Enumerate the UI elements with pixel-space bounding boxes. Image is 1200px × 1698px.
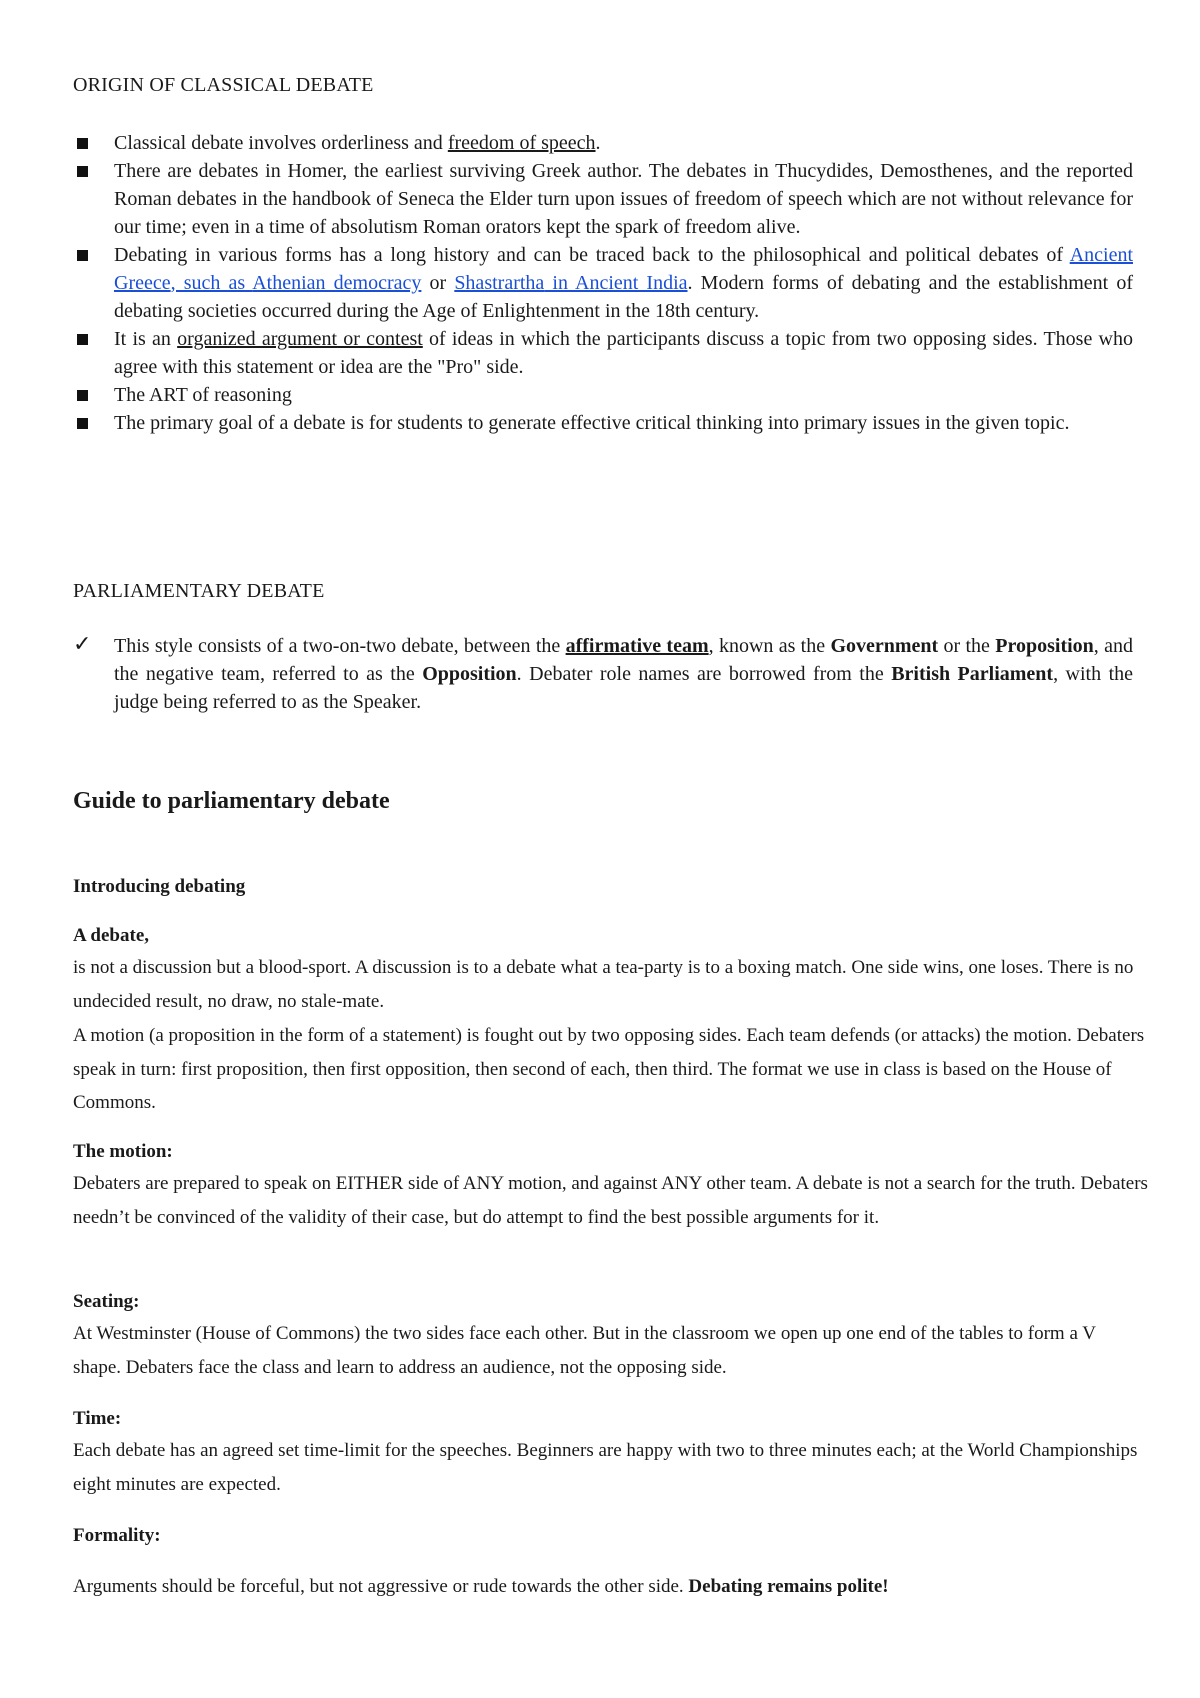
checkmark-icon: ✓ xyxy=(73,632,92,657)
square-bullet-icon xyxy=(77,334,88,345)
square-bullet-icon xyxy=(77,418,88,429)
square-bullet-icon xyxy=(77,138,88,149)
debate-paragraph-1: is not a discussion but a blood-sport. A discussion is to a debate what a tea-party is to a boxing match. One side wins, one loses. There is no undecided result, no draw, no stale-mate. xyxy=(73,957,1134,1012)
a-debate-subheading: A debate, xyxy=(73,925,149,946)
parliamentary-list xyxy=(73,632,1133,716)
shastrartha-link[interactable]: Shastrartha xyxy=(454,272,545,294)
organized-argument-text: organized argument or contest xyxy=(177,328,423,350)
ancient-india-link[interactable]: Ancient India xyxy=(575,272,688,294)
intro-subheading: Introducing debating xyxy=(73,876,246,897)
square-bullet-icon xyxy=(77,250,88,261)
debating-remains-polite-text: Debating remains polite! xyxy=(688,1576,889,1597)
origin-bullet-list xyxy=(73,129,1133,437)
list-item: There are debates in Homer, the earliest surviving Greek author. The debates in Thucydides, Demosthenes, and the reported Roman debates in the handbook of Seneca the Elder turn upon issues of freedom of speech which are not without relevance for our time; even in a time of absolutism Roman orators kept the spark of freedom alive. xyxy=(73,157,1133,241)
parliamentary-heading: PARLIAMENTARY DEBATE xyxy=(73,580,325,602)
ancient-greece-link[interactable]: Ancient Greece xyxy=(114,244,1133,294)
list-item: Classical debate involves orderliness and freedom of speech. xyxy=(73,129,1133,157)
formality-subheading: Formality: xyxy=(73,1525,161,1546)
seating-paragraph: At Westminster (House of Commons) the two sides face each other. But in the classroom we open up one end of the tables to form a V shape. Debaters face the class and learn to address an audience, not the opposing side. xyxy=(73,1323,1096,1378)
list-item: The ART of reasoning xyxy=(73,381,1133,409)
list-item: Debating in various forms has a long history and can be traced back to the philosophical and political debates of Ancient Greece, such as Athenian democracy or Shastrartha in Ancient India. Modern forms of debating and the establishment of debating societies occurred during the Age of Enlightenment in the 18th century. xyxy=(73,241,1133,325)
square-bullet-icon xyxy=(77,390,88,401)
list-item: ✓ This style consists of a two-on-two debate, between the affirmative team, known as the Government or the Proposition, and the negative team, referred to as the Opposition. Debater role names are borrowed from the British Parliament, with the judge being referred to as the Speaker. xyxy=(73,632,1134,713)
origin-heading: ORIGIN OF CLASSICAL DEBATE xyxy=(73,74,374,96)
seating-subheading: Seating: xyxy=(73,1291,140,1312)
time-subheading: Time: xyxy=(73,1408,122,1429)
debate-paragraph-2: A motion (a proposition in the form of a statement) is fought out by two opposing sides. Each team defends (or attacks) the motion. Debaters speak in turn: first proposition, then first opposition, then second of each, then third. The format we use in class is based on the House of Commons. xyxy=(73,1025,1145,1113)
formality-paragraph: Arguments should be forceful, but not aggressive or rude towards the other side. Debating remains polite! xyxy=(73,1576,889,1597)
list-item: It is an organized argument or contest of ideas in which the participants discuss a topic from two opposing sides. Those who agree with this statement or idea are the "Pro" side. xyxy=(73,325,1133,381)
athenian-democracy-link[interactable]: Athenian democracy xyxy=(252,272,422,294)
freedom-of-speech-text: freedom of speech xyxy=(447,132,596,154)
guide-heading: Guide to parliamentary debate xyxy=(73,788,390,814)
square-bullet-icon xyxy=(77,166,88,177)
motion-subheading: The motion: xyxy=(73,1141,173,1162)
time-paragraph: Each debate has an agreed set time-limit for the speeches. Beginners are happy with two to three minutes each; at the World Championships eight minutes are expected. xyxy=(73,1440,1138,1495)
list-item: The primary goal of a debate is for students to generate effective critical thinking into primary issues in the given topic. xyxy=(73,409,1133,437)
motion-paragraph: Debaters are prepared to speak on EITHER side of ANY motion, and against ANY other team. A debate is not a search for the truth. Debaters needn’t be convinced of the validity of their case, but do attempt to find the best possible arguments for it. xyxy=(73,1173,1148,1228)
